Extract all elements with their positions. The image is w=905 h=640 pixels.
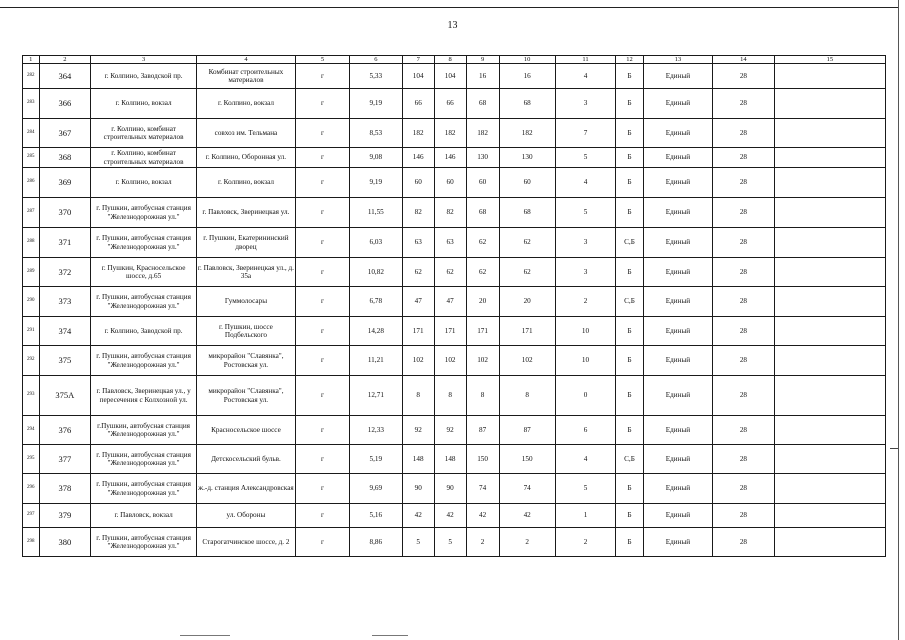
- column-7-value: 5: [402, 528, 434, 557]
- table-row: [23, 445, 886, 474]
- route-end: г. Пушкин, Екатерининский дворец: [196, 228, 295, 258]
- column-number: 9: [466, 56, 499, 64]
- vehicle-class: Б: [616, 474, 644, 504]
- tariff-type: Единый: [643, 445, 712, 474]
- route-length: 12,33: [349, 416, 402, 445]
- column-number: 14: [713, 56, 775, 64]
- column-9-value: 60: [466, 168, 499, 198]
- column-8-value: 62: [434, 258, 466, 287]
- table-row: [23, 317, 886, 346]
- column-9-value: 87: [466, 416, 499, 445]
- column-15-value: [774, 89, 885, 119]
- column-7-value: 62: [402, 258, 434, 287]
- column-10-value: 62: [499, 258, 555, 287]
- column-8-value: 171: [434, 317, 466, 346]
- table-row: [23, 346, 886, 376]
- vehicle-class: Б: [616, 528, 644, 557]
- column-14-value: 28: [713, 445, 775, 474]
- route-number: 377: [39, 445, 91, 474]
- column-10-value: 62: [499, 228, 555, 258]
- route-end: г. Колпино, вокзал: [196, 89, 295, 119]
- column-8-value: 104: [434, 64, 466, 89]
- column-7-value: 102: [402, 346, 434, 376]
- route-start: г. Пушкин, автобусная станция "Железнодорожная ул.": [91, 474, 197, 504]
- page-number: 13: [447, 20, 458, 31]
- row-number: 293: [23, 376, 40, 416]
- column-9-value: 68: [466, 198, 499, 228]
- column-number: 1: [23, 56, 40, 64]
- vehicle-class: Б: [616, 64, 644, 89]
- column-9-value: 8: [466, 376, 499, 416]
- column-5-value: г: [295, 168, 349, 198]
- column-15-value: [774, 287, 885, 317]
- route-end: г. Пушкин, шоссе Подбельского: [196, 317, 295, 346]
- vehicle-class: Б: [616, 416, 644, 445]
- route-end: Красносельское шоссе: [196, 416, 295, 445]
- route-start: г. Пушкин, автобусная станция "Железнодорожная ул.": [91, 528, 197, 557]
- column-5-value: г: [295, 64, 349, 89]
- route-start: г. Пушкин, автобусная станция "Железнодорожная ул.": [91, 445, 197, 474]
- column-11-value: 5: [555, 198, 616, 228]
- route-end: Комбинат строительных материалов: [196, 64, 295, 89]
- column-11-value: 10: [555, 346, 616, 376]
- column-number: 4: [196, 56, 295, 64]
- column-9-value: 2: [466, 528, 499, 557]
- column-14-value: 28: [713, 416, 775, 445]
- column-8-value: 90: [434, 474, 466, 504]
- column-8-value: 66: [434, 89, 466, 119]
- column-number: 11: [555, 56, 616, 64]
- route-number: 370: [39, 198, 91, 228]
- column-7-value: 90: [402, 474, 434, 504]
- route-number: 366: [39, 89, 91, 119]
- column-14-value: 28: [713, 119, 775, 148]
- column-9-value: 62: [466, 228, 499, 258]
- route-start: г. Колпино, Заводской пр.: [91, 64, 197, 89]
- column-14-value: 28: [713, 168, 775, 198]
- column-14-value: 28: [713, 148, 775, 168]
- route-start: г. Пушкин, автобусная станция "Железнодорожная ул.": [91, 287, 197, 317]
- column-11-value: 2: [555, 287, 616, 317]
- row-number: 284: [23, 119, 40, 148]
- column-number: 2: [39, 56, 91, 64]
- table-row: [23, 287, 886, 317]
- row-number: 282: [23, 64, 40, 89]
- route-number: 369: [39, 168, 91, 198]
- column-11-value: 4: [555, 64, 616, 89]
- column-5-value: г: [295, 148, 349, 168]
- table-row: [23, 198, 886, 228]
- column-5-value: г: [295, 416, 349, 445]
- column-number: 7: [402, 56, 434, 64]
- column-11-value: 7: [555, 119, 616, 148]
- vehicle-class: С,Б: [616, 287, 644, 317]
- tariff-type: Единый: [643, 228, 712, 258]
- column-14-value: 28: [713, 287, 775, 317]
- column-9-value: 182: [466, 119, 499, 148]
- column-9-value: 42: [466, 504, 499, 528]
- route-length: 6,78: [349, 287, 402, 317]
- table-row: [23, 504, 886, 528]
- column-5-value: г: [295, 504, 349, 528]
- route-end: совхоз им. Тельмана: [196, 119, 295, 148]
- column-11-value: 6: [555, 416, 616, 445]
- vehicle-class: Б: [616, 119, 644, 148]
- column-7-value: 8: [402, 376, 434, 416]
- column-8-value: 148: [434, 445, 466, 474]
- route-number: 367: [39, 119, 91, 148]
- column-9-value: 150: [466, 445, 499, 474]
- route-number: 375: [39, 346, 91, 376]
- column-5-value: г: [295, 119, 349, 148]
- route-start: г. Павловск, вокзал: [91, 504, 197, 528]
- column-5-value: г: [295, 317, 349, 346]
- column-8-value: 102: [434, 346, 466, 376]
- column-5-value: г: [295, 445, 349, 474]
- table-row: [23, 148, 886, 168]
- route-end: Гуммолосары: [196, 287, 295, 317]
- column-8-value: 42: [434, 504, 466, 528]
- row-number: 294: [23, 416, 40, 445]
- route-start: г. Павловск, Зверинецкая ул., у пересечения с Колхозной ул.: [91, 376, 197, 416]
- table-row: [23, 228, 886, 258]
- column-11-value: 0: [555, 376, 616, 416]
- column-15-value: [774, 445, 885, 474]
- table-row: [23, 64, 886, 89]
- column-15-value: [774, 474, 885, 504]
- column-number: 6: [349, 56, 402, 64]
- tariff-type: Единый: [643, 148, 712, 168]
- column-14-value: 28: [713, 89, 775, 119]
- column-8-value: 63: [434, 228, 466, 258]
- vehicle-class: Б: [616, 346, 644, 376]
- column-8-value: 60: [434, 168, 466, 198]
- column-11-value: 5: [555, 474, 616, 504]
- column-9-value: 16: [466, 64, 499, 89]
- column-14-value: 28: [713, 317, 775, 346]
- row-number: 286: [23, 168, 40, 198]
- column-5-value: г: [295, 474, 349, 504]
- route-end: микрорайон "Славянка", Ростовская ул.: [196, 376, 295, 416]
- route-length: 10,82: [349, 258, 402, 287]
- column-5-value: г: [295, 258, 349, 287]
- column-9-value: 102: [466, 346, 499, 376]
- bottom-scan-mark: [372, 635, 408, 636]
- column-9-value: 20: [466, 287, 499, 317]
- table-row: [23, 416, 886, 445]
- column-8-value: 5: [434, 528, 466, 557]
- tariff-type: Единый: [643, 168, 712, 198]
- table-row: [23, 528, 886, 557]
- column-number-row: [23, 56, 886, 64]
- route-number: 374: [39, 317, 91, 346]
- column-number: 5: [295, 56, 349, 64]
- route-start: г. Пушкин, автобусная станция "Железнодорожная ул.": [91, 346, 197, 376]
- column-15-value: [774, 198, 885, 228]
- column-14-value: 28: [713, 198, 775, 228]
- vehicle-class: С,Б: [616, 445, 644, 474]
- column-7-value: 182: [402, 119, 434, 148]
- column-11-value: 2: [555, 528, 616, 557]
- vehicle-class: Б: [616, 148, 644, 168]
- column-10-value: 20: [499, 287, 555, 317]
- column-number: 10: [499, 56, 555, 64]
- route-end: г. Колпино, Оборонная ул.: [196, 148, 295, 168]
- column-number: 12: [616, 56, 644, 64]
- route-end: Детскосельский бульв.: [196, 445, 295, 474]
- column-number: 15: [774, 56, 885, 64]
- route-length: 5,16: [349, 504, 402, 528]
- route-start: г. Колпино, комбинат строительных материалов: [91, 119, 197, 148]
- vehicle-class: С,Б: [616, 228, 644, 258]
- route-length: 5,19: [349, 445, 402, 474]
- tariff-type: Единый: [643, 416, 712, 445]
- column-7-value: 66: [402, 89, 434, 119]
- column-7-value: 148: [402, 445, 434, 474]
- right-margin-rule: [898, 0, 899, 640]
- column-9-value: 171: [466, 317, 499, 346]
- column-8-value: 82: [434, 198, 466, 228]
- column-8-value: 92: [434, 416, 466, 445]
- route-start: г.Пушкин, автобусная станция "Железнодорожная ул.": [91, 416, 197, 445]
- column-10-value: 171: [499, 317, 555, 346]
- column-10-value: 102: [499, 346, 555, 376]
- tariff-type: Единый: [643, 258, 712, 287]
- column-15-value: [774, 228, 885, 258]
- route-start: г. Пушкин, Красносельское шоссе, д.65: [91, 258, 197, 287]
- column-14-value: 28: [713, 258, 775, 287]
- route-number: 379: [39, 504, 91, 528]
- row-number: 295: [23, 445, 40, 474]
- table-row: [23, 89, 886, 119]
- column-7-value: 42: [402, 504, 434, 528]
- column-5-value: г: [295, 198, 349, 228]
- column-11-value: 3: [555, 89, 616, 119]
- route-start: г. Колпино, комбинат строительных материалов: [91, 148, 197, 168]
- column-5-value: г: [295, 89, 349, 119]
- column-5-value: г: [295, 287, 349, 317]
- route-end: ул. Обороны: [196, 504, 295, 528]
- column-10-value: 182: [499, 119, 555, 148]
- tariff-type: Единый: [643, 474, 712, 504]
- row-number: 285: [23, 148, 40, 168]
- row-number: 290: [23, 287, 40, 317]
- route-number: 364: [39, 64, 91, 89]
- column-15-value: [774, 119, 885, 148]
- row-number: 289: [23, 258, 40, 287]
- route-length: 11,55: [349, 198, 402, 228]
- route-length: 11,21: [349, 346, 402, 376]
- route-length: 8,86: [349, 528, 402, 557]
- column-10-value: 68: [499, 89, 555, 119]
- tariff-type: Единый: [643, 346, 712, 376]
- column-10-value: 2: [499, 528, 555, 557]
- column-8-value: 146: [434, 148, 466, 168]
- row-number: 283: [23, 89, 40, 119]
- column-10-value: 60: [499, 168, 555, 198]
- route-length: 8,53: [349, 119, 402, 148]
- route-end: ж.-д. станция Александровская: [196, 474, 295, 504]
- row-number: 288: [23, 228, 40, 258]
- column-15-value: [774, 416, 885, 445]
- row-number: 296: [23, 474, 40, 504]
- column-7-value: 82: [402, 198, 434, 228]
- route-start: г. Пушкин, автобусная станция "Железнодорожная ул.": [91, 228, 197, 258]
- column-7-value: 63: [402, 228, 434, 258]
- vehicle-class: Б: [616, 89, 644, 119]
- column-15-value: [774, 148, 885, 168]
- column-7-value: 92: [402, 416, 434, 445]
- table-row: [23, 376, 886, 416]
- column-15-value: [774, 258, 885, 287]
- row-number: 292: [23, 346, 40, 376]
- column-14-value: 28: [713, 474, 775, 504]
- route-number: 376: [39, 416, 91, 445]
- column-11-value: 3: [555, 228, 616, 258]
- column-11-value: 5: [555, 148, 616, 168]
- table-row: [23, 258, 886, 287]
- column-10-value: 74: [499, 474, 555, 504]
- column-14-value: 28: [713, 346, 775, 376]
- vehicle-class: Б: [616, 317, 644, 346]
- column-7-value: 171: [402, 317, 434, 346]
- route-end: Старогатчинское шоссе, д. 2: [196, 528, 295, 557]
- column-15-value: [774, 376, 885, 416]
- row-number: 297: [23, 504, 40, 528]
- route-length: 6,03: [349, 228, 402, 258]
- row-number: 291: [23, 317, 40, 346]
- row-number: 287: [23, 198, 40, 228]
- routes-table: [22, 55, 886, 557]
- route-end: г. Павловск, Зверинецкая ул.: [196, 198, 295, 228]
- column-5-value: г: [295, 376, 349, 416]
- column-11-value: 3: [555, 258, 616, 287]
- route-start: г. Пушкин, автобусная станция "Железнодорожная ул.": [91, 198, 197, 228]
- column-8-value: 8: [434, 376, 466, 416]
- column-7-value: 146: [402, 148, 434, 168]
- column-10-value: 130: [499, 148, 555, 168]
- table-row: [23, 474, 886, 504]
- column-10-value: 150: [499, 445, 555, 474]
- row-number: 298: [23, 528, 40, 557]
- column-5-value: г: [295, 346, 349, 376]
- column-7-value: 60: [402, 168, 434, 198]
- tariff-type: Единый: [643, 528, 712, 557]
- column-number: 13: [643, 56, 712, 64]
- column-15-value: [774, 528, 885, 557]
- tariff-type: Единый: [643, 119, 712, 148]
- tariff-type: Единый: [643, 198, 712, 228]
- column-5-value: г: [295, 228, 349, 258]
- tariff-type: Единый: [643, 287, 712, 317]
- vehicle-class: Б: [616, 258, 644, 287]
- column-5-value: г: [295, 528, 349, 557]
- column-10-value: 16: [499, 64, 555, 89]
- column-7-value: 47: [402, 287, 434, 317]
- route-end: г. Павловск, Зверинецкая ул., д. 35а: [196, 258, 295, 287]
- column-14-value: 28: [713, 504, 775, 528]
- route-number: 378: [39, 474, 91, 504]
- route-start: г. Колпино, Заводской пр.: [91, 317, 197, 346]
- vehicle-class: Б: [616, 504, 644, 528]
- column-15-value: [774, 317, 885, 346]
- column-11-value: 1: [555, 504, 616, 528]
- vehicle-class: Б: [616, 168, 644, 198]
- route-length: 9,19: [349, 89, 402, 119]
- tariff-type: Единый: [643, 504, 712, 528]
- column-10-value: 68: [499, 198, 555, 228]
- route-end: г. Колпино, вокзал: [196, 168, 295, 198]
- column-9-value: 130: [466, 148, 499, 168]
- column-14-value: 28: [713, 64, 775, 89]
- tariff-type: Единый: [643, 64, 712, 89]
- bottom-scan-mark: [180, 635, 230, 636]
- column-15-value: [774, 346, 885, 376]
- vehicle-class: Б: [616, 198, 644, 228]
- column-7-value: 104: [402, 64, 434, 89]
- column-15-value: [774, 64, 885, 89]
- route-start: г. Колпино, вокзал: [91, 89, 197, 119]
- tariff-type: Единый: [643, 317, 712, 346]
- column-number: 8: [434, 56, 466, 64]
- column-9-value: 62: [466, 258, 499, 287]
- column-10-value: 87: [499, 416, 555, 445]
- column-14-value: 28: [713, 528, 775, 557]
- column-14-value: 28: [713, 228, 775, 258]
- column-number: 3: [91, 56, 197, 64]
- route-number: 372: [39, 258, 91, 287]
- column-9-value: 74: [466, 474, 499, 504]
- vehicle-class: Б: [616, 376, 644, 416]
- column-10-value: 8: [499, 376, 555, 416]
- route-length: 12,71: [349, 376, 402, 416]
- route-length: 14,28: [349, 317, 402, 346]
- route-start: г. Колпино, вокзал: [91, 168, 197, 198]
- tariff-type: Единый: [643, 376, 712, 416]
- route-end: микрорайон "Славянка", Ростовская ул.: [196, 346, 295, 376]
- column-11-value: 4: [555, 168, 616, 198]
- route-length: 9,19: [349, 168, 402, 198]
- route-length: 9,08: [349, 148, 402, 168]
- column-10-value: 42: [499, 504, 555, 528]
- route-number: 380: [39, 528, 91, 557]
- column-14-value: 28: [713, 376, 775, 416]
- route-number: 368: [39, 148, 91, 168]
- column-15-value: [774, 168, 885, 198]
- column-8-value: 47: [434, 287, 466, 317]
- table-row: [23, 119, 886, 148]
- route-number: 373: [39, 287, 91, 317]
- route-number: 371: [39, 228, 91, 258]
- column-9-value: 68: [466, 89, 499, 119]
- margin-tick: [890, 448, 898, 449]
- route-number: 375А: [39, 376, 91, 416]
- column-8-value: 182: [434, 119, 466, 148]
- column-11-value: 10: [555, 317, 616, 346]
- route-length: 9,69: [349, 474, 402, 504]
- tariff-type: Единый: [643, 89, 712, 119]
- top-rule: [0, 7, 898, 8]
- column-11-value: 4: [555, 445, 616, 474]
- column-15-value: [774, 504, 885, 528]
- route-length: 5,33: [349, 64, 402, 89]
- table-row: [23, 168, 886, 198]
